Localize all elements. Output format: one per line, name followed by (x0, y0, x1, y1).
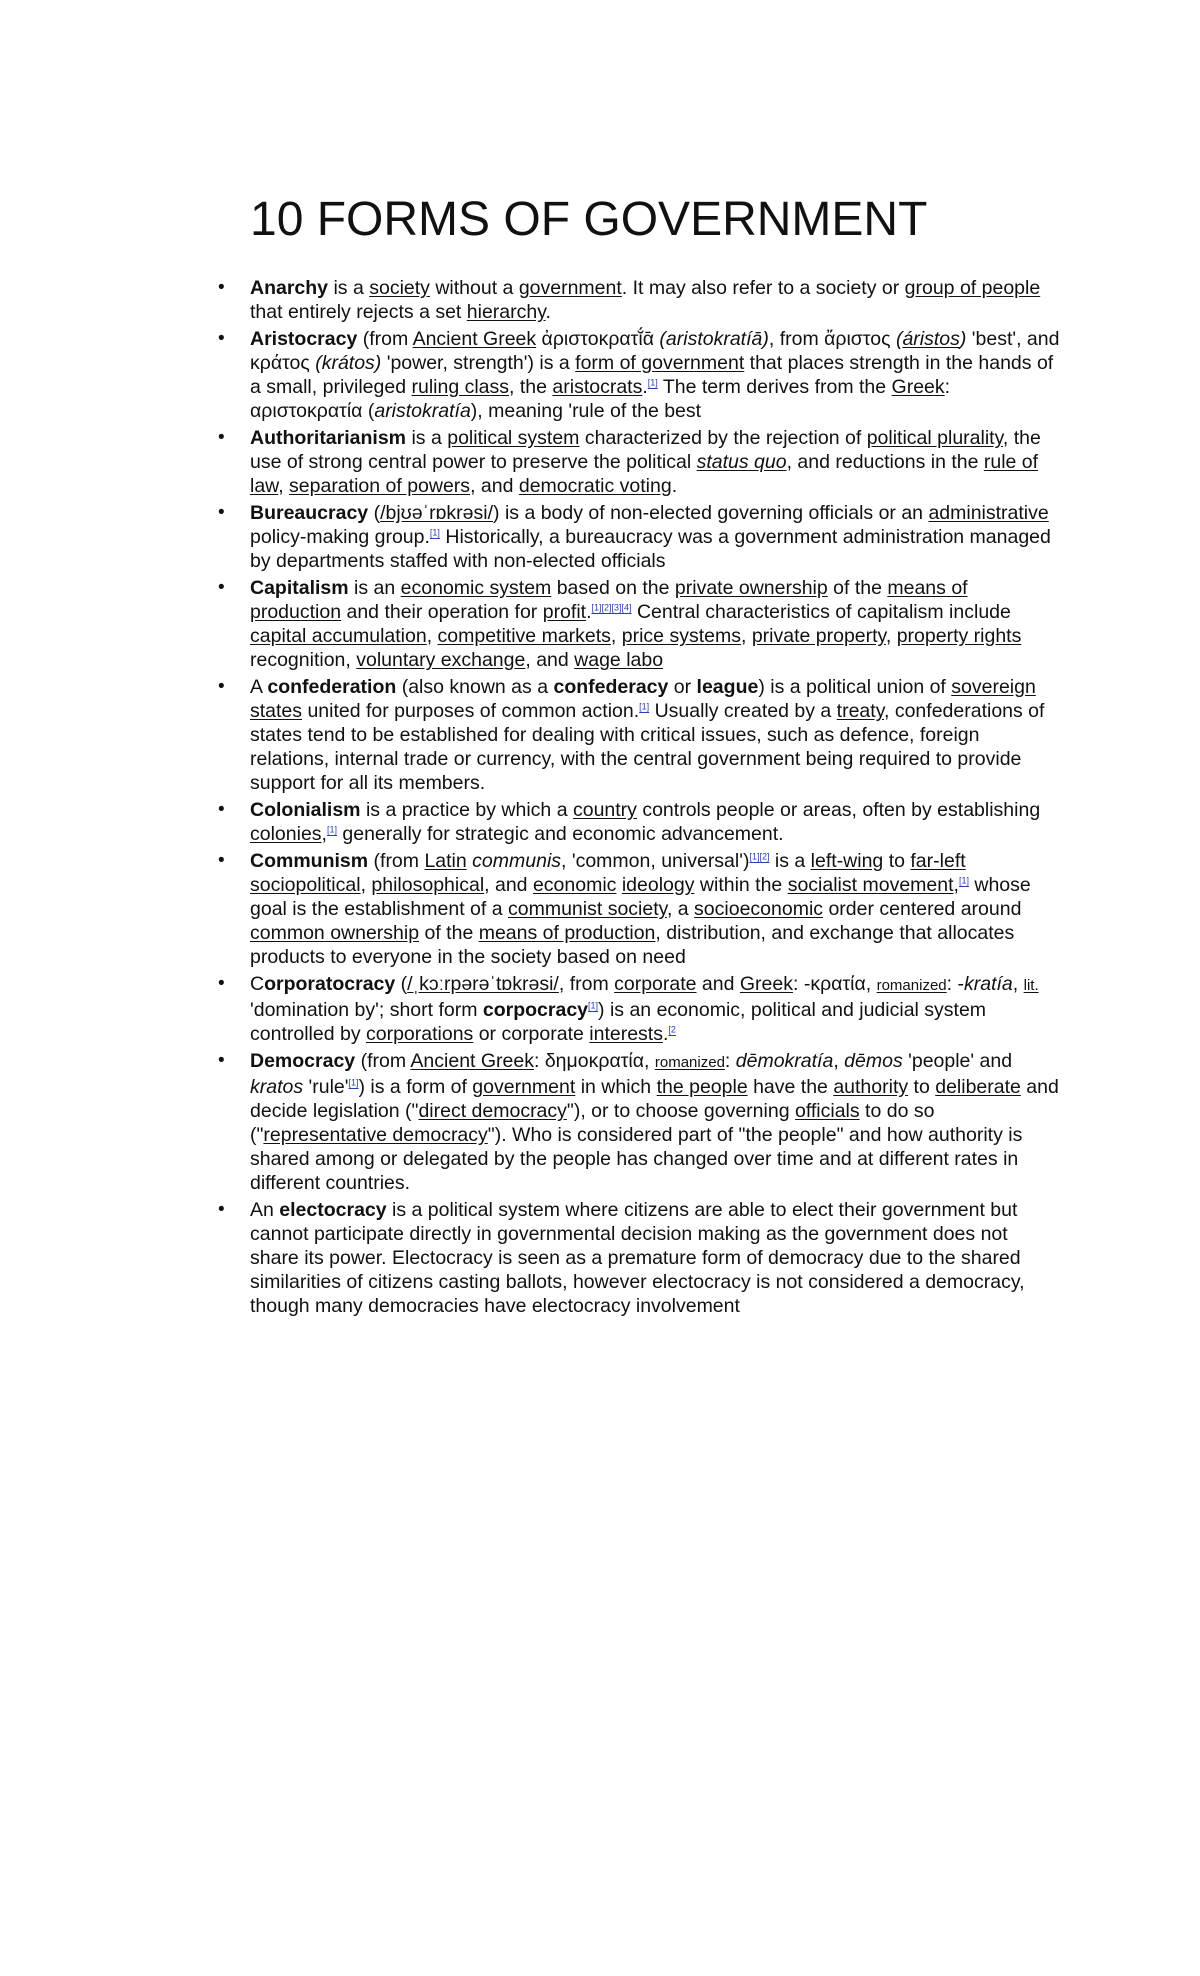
link[interactable]: socioeconomic (694, 898, 824, 920)
text: ) is a political union of (758, 676, 952, 698)
text: The term derives from the (657, 376, 892, 398)
link[interactable]: socialist movement (787, 874, 954, 896)
text: A (250, 676, 268, 698)
link[interactable]: aristocrats (552, 376, 643, 398)
term: Colonialism (250, 799, 361, 821)
citation[interactable] (648, 378, 658, 388)
bullet-icon: • (218, 328, 225, 349)
text: , distribution, and exchange that allocates products to everyone in the society based on need (250, 922, 1015, 968)
link[interactable]: left-wing (810, 850, 884, 872)
link[interactable]: private ownership (674, 577, 828, 599)
list-item (210, 1049, 1060, 1195)
text: 'rule' (303, 1076, 349, 1098)
text: whose goal is the establishment of a (250, 874, 1031, 920)
text: policy-making group. (250, 526, 430, 548)
link[interactable]: Ancient Greek (410, 1050, 534, 1072)
text: , (360, 874, 372, 896)
term: orporatocracy (264, 973, 396, 995)
text: communis (472, 850, 562, 872)
text: (krátos) (315, 352, 382, 374)
link[interactable]: political system (447, 427, 580, 449)
text: , (278, 475, 290, 497)
link[interactable]: democratic voting (518, 475, 672, 497)
bullet-icon: • (218, 799, 225, 820)
link[interactable]: country (572, 799, 637, 821)
text: is a (328, 277, 370, 299)
link[interactable]: common ownership (250, 922, 420, 944)
link[interactable]: wage labo (574, 649, 664, 671)
text: (from (355, 1050, 411, 1072)
citation-link[interactable]: [1] (429, 527, 440, 538)
link[interactable]: Greek (739, 973, 793, 995)
citation-link[interactable]: [1] (326, 824, 337, 835)
text: , and (470, 475, 519, 497)
link[interactable]: government (518, 277, 622, 299)
text: is a practice by which a (360, 799, 573, 821)
list-item (210, 276, 1060, 324)
text: order centered around (823, 898, 1022, 920)
text: ( (395, 973, 408, 995)
link[interactable]: treaty (836, 700, 884, 722)
term: Anarchy (250, 277, 329, 299)
term: Communism (250, 850, 369, 872)
text: (from (357, 328, 413, 350)
text: have the (747, 1076, 834, 1098)
link[interactable]: economic (532, 874, 617, 896)
link[interactable]: Greek (891, 376, 945, 398)
text: , (885, 625, 897, 647)
citation[interactable] (430, 528, 440, 538)
text: kratos (250, 1076, 304, 1098)
text: : αριστοκρατία ( (250, 376, 951, 422)
text: C (250, 973, 265, 995)
link[interactable]: far-left (910, 850, 966, 872)
term: electocracy (279, 1199, 387, 1221)
text: without a (429, 277, 519, 299)
citation-link[interactable]: [1] (348, 1077, 359, 1088)
link[interactable]: form of government (575, 352, 745, 374)
text: , confederations of states tend to be established for dealing with critical issues, such as defence, foreign relations, internal trade or currency, with the central government being required to provide support for all its members. (250, 700, 1045, 794)
text: or corporate (473, 1023, 590, 1045)
text: kratía (963, 973, 1013, 995)
text: controls people or areas, often by establishing (636, 799, 1041, 821)
text: and (696, 973, 740, 995)
text: : -κρατία, (793, 973, 877, 995)
citation[interactable] (588, 1001, 598, 1011)
link[interactable]: government (472, 1076, 576, 1098)
text: of the (827, 577, 888, 599)
text: , a (666, 898, 695, 920)
term: confederation (267, 676, 397, 698)
text: (also known as a (396, 676, 554, 698)
text: , (1012, 973, 1024, 995)
text: is a (406, 427, 448, 449)
text: to do so (" (250, 1100, 935, 1146)
list-item (210, 798, 1060, 846)
link[interactable]: administrative (928, 502, 1049, 524)
text: , the use of strong central power to preserve the political (250, 427, 1041, 473)
link[interactable]: interests (589, 1023, 663, 1045)
link[interactable]: means of production (478, 922, 656, 944)
text: (aristokratíā) (659, 328, 769, 350)
text: , from (558, 973, 615, 995)
text: dēmos (844, 1050, 903, 1072)
text: Historically, a bureaucracy was a government administration managed by departments staffed with non-elected officials (250, 526, 1051, 572)
citation-link[interactable]: [1][2][3][4] (591, 602, 632, 613)
text: , and (484, 874, 533, 896)
text: , (740, 625, 752, 647)
list-item (210, 576, 1060, 672)
list-item (210, 1198, 1060, 1318)
link[interactable]: colonies (250, 823, 322, 845)
text: to (908, 1076, 936, 1098)
link[interactable]: romanized (654, 1054, 725, 1071)
citation[interactable] (349, 1078, 359, 1088)
link[interactable]: ruling class (411, 376, 510, 398)
term: Bureaucracy (250, 502, 369, 524)
text: within the (694, 874, 788, 896)
term: corpocracy (482, 999, 589, 1021)
link[interactable]: Ancient Greek (412, 328, 537, 350)
document-title: 10 FORMS OF GOVERNMENT (250, 193, 928, 246)
citation[interactable] (592, 603, 632, 613)
text: , 'common, universal') (561, 850, 750, 872)
link[interactable]: property rights (896, 625, 1022, 647)
link[interactable]: price systems (621, 625, 741, 647)
text: , (321, 823, 327, 845)
link[interactable]: means of production (250, 577, 968, 623)
citation-link[interactable]: [1] (958, 875, 969, 886)
link[interactable]: authority (833, 1076, 909, 1098)
link[interactable]: status quo (696, 451, 787, 473)
text: . (586, 601, 592, 623)
bullet-icon: • (218, 676, 225, 697)
text: , and reductions in the (786, 451, 984, 473)
link[interactable]: lit. (1023, 977, 1039, 994)
text: , and (525, 649, 575, 671)
link[interactable]: /bjʊəˈrɒkrəsi/ (380, 502, 494, 524)
link[interactable]: capital accumulation (250, 625, 427, 647)
text: that entirely rejects a set (250, 301, 467, 323)
list-item (210, 327, 1060, 423)
bullet-icon: • (218, 577, 225, 598)
text: and their operation for (341, 601, 543, 623)
text: 'power, strength') is a (381, 352, 576, 374)
text: . It may also refer to a society or (621, 277, 905, 299)
text: , (610, 625, 622, 647)
text: ) (959, 328, 967, 350)
text: united for purposes of common action. (302, 700, 640, 722)
citation[interactable] (639, 702, 649, 712)
text: , (426, 625, 438, 647)
text: ) is a form of (358, 1076, 473, 1098)
link[interactable]: /ˌkɔːrpərəˈtɒkrəsi/ (407, 973, 559, 995)
text: 'best', and κράτος (250, 328, 1060, 374)
text: aristokratía (374, 400, 471, 422)
link[interactable]: áristos (902, 328, 960, 350)
link[interactable]: corporations (365, 1023, 474, 1045)
citation[interactable] (959, 876, 969, 886)
bullet-icon: • (218, 1199, 225, 1220)
link[interactable]: communist society (508, 898, 667, 920)
citation[interactable] (668, 1025, 676, 1035)
link[interactable]: voluntary exchange (356, 649, 526, 671)
link[interactable]: private property (751, 625, 886, 647)
text: or (668, 676, 697, 698)
term: Capitalism (250, 577, 349, 599)
citation[interactable] (327, 825, 337, 835)
link[interactable]: group of people (904, 277, 1041, 299)
text: . (662, 1023, 669, 1045)
text: "), or to choose governing (566, 1100, 795, 1122)
term: Authoritarianism (250, 427, 407, 449)
text: and decide legislation (" (250, 1076, 1059, 1122)
link[interactable]: sovereign states (250, 676, 1036, 722)
text: . (642, 376, 648, 398)
link[interactable]: the people (656, 1076, 748, 1098)
text: recognition, (250, 649, 357, 671)
text: ( (895, 328, 903, 350)
bullet-icon: • (218, 277, 225, 298)
text: ( (368, 502, 381, 524)
text: ἀριστοκρατῐ́ᾱ (536, 328, 660, 350)
bullet-icon: • (218, 502, 225, 523)
list-item (210, 972, 1060, 1046)
text: , (953, 874, 959, 896)
link[interactable]: sociopolitical (250, 874, 361, 896)
link[interactable]: philosophical (371, 874, 485, 896)
text: is an (348, 577, 401, 599)
link[interactable]: ideology (621, 874, 695, 896)
text: that places strength in the hands of a small, privileged (250, 352, 1054, 398)
term: Democracy (250, 1050, 356, 1072)
citation-link[interactable]: [1] (647, 377, 658, 388)
link[interactable]: profit (542, 601, 587, 623)
text: , the (509, 376, 553, 398)
text: : δημοκρατία, (533, 1050, 655, 1072)
text: : (724, 1050, 736, 1072)
text: 'people' and (902, 1050, 1013, 1072)
text: : - (946, 973, 964, 995)
list-item (210, 501, 1060, 573)
link[interactable]: corporate (614, 973, 697, 995)
text: , (833, 1050, 845, 1072)
term: Aristocracy (250, 328, 358, 350)
bullet-icon: • (218, 850, 225, 871)
link[interactable]: rule of law (250, 451, 1039, 497)
text: Usually created by a (649, 700, 837, 722)
list-item (210, 849, 1060, 969)
term: league (696, 676, 759, 698)
link[interactable]: officials (794, 1100, 860, 1122)
link[interactable]: economic system (400, 577, 552, 599)
citation-link[interactable]: [1] (639, 701, 650, 712)
text: is a political system where citizens are able to elect their government but cannot participate directly in governmental decision making as the government does not share its power. Electocracy is seen as a premature form of democracy due to the shared similarities of citizens casting ballots, however electocracy is not considered a democracy, though many democracies have electocracy involvement (250, 1199, 1025, 1317)
text: , from ἄριστος (768, 328, 896, 350)
text: ) is an economic, political and judicial system controlled by (250, 999, 987, 1045)
text: is a (769, 850, 811, 872)
text: . (671, 475, 678, 497)
citation-link[interactable]: [2 (668, 1024, 676, 1035)
text: of the (419, 922, 479, 944)
link[interactable]: society (369, 277, 430, 299)
text: 'domination by'; short form (250, 999, 483, 1021)
text: in which (575, 1076, 657, 1098)
link[interactable]: representative democracy (263, 1124, 488, 1146)
citation-link[interactable]: [1] (588, 1000, 599, 1011)
link[interactable]: Latin (424, 850, 467, 872)
text: characterized by the rejection of (579, 427, 867, 449)
text: An (250, 1199, 280, 1221)
term: confederacy (553, 676, 669, 698)
bullet-icon: • (218, 427, 225, 448)
link[interactable]: competitive markets (437, 625, 611, 647)
bullet-icon: • (218, 1050, 225, 1071)
link[interactable]: political plurality (866, 427, 1003, 449)
government-forms-list (210, 276, 1060, 1321)
text: Central characteristics of capitalism include (631, 601, 1011, 623)
citation-link[interactable]: [1][2] (749, 851, 770, 862)
text: . (545, 301, 551, 323)
list-item (210, 426, 1060, 498)
text: to (883, 850, 911, 872)
link[interactable]: romanized (876, 977, 947, 994)
citation[interactable] (749, 852, 769, 862)
text: ), meaning 'rule of the best (470, 400, 702, 422)
link[interactable]: deliberate (935, 1076, 1021, 1098)
text: based on the (551, 577, 675, 599)
text: ) is a body of non-elected governing officials or an (493, 502, 929, 524)
text: "). Who is considered part of "the people" and how authority is shared among or delegated by the people has changed over time and at different rates in different countries. (250, 1124, 1023, 1194)
link[interactable]: separation of powers (289, 475, 471, 497)
link[interactable]: hierarchy (466, 301, 546, 323)
bullet-icon: • (218, 973, 225, 994)
text: generally for strategic and economic advancement. (336, 823, 784, 845)
text: (from (368, 850, 425, 872)
list-item (210, 675, 1060, 795)
link[interactable]: direct democracy (418, 1100, 567, 1122)
text: dēmokratía (735, 1050, 834, 1072)
